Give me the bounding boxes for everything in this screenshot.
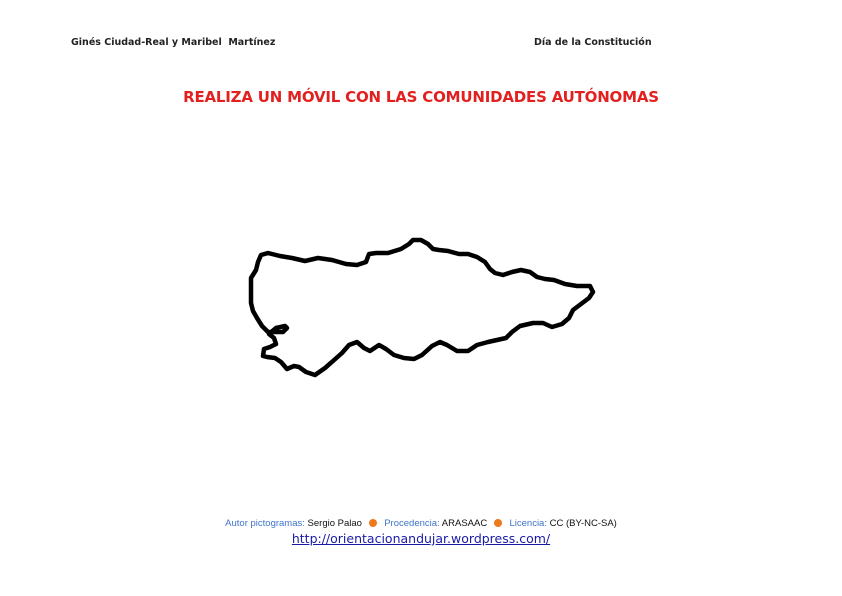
blog-link[interactable]: http://orientacionandujar.wordpress.com/: [291, 531, 551, 546]
credit-license-label: Licencia:: [509, 518, 547, 529]
credit-source-value: ARASAAC: [441, 518, 488, 529]
page-title: REALIZA UN MÓVIL CON LAS COMUNIDADES AUTÓNOMAS: [183, 88, 659, 106]
credit-source-label: Procedencia:: [384, 518, 440, 529]
header-authors: Ginés Ciudad-Real y Maribel Martínez: [71, 37, 276, 48]
header-topic: Día de la Constitución: [534, 37, 652, 48]
credit-license-value: CC (BY-NC-SA): [549, 518, 617, 529]
credit-author-label: Autor pictogramas:: [225, 518, 305, 529]
credits-line: [0, 518, 842, 529]
bullet-dot-icon: [369, 519, 377, 527]
bullet-dot-icon: [494, 519, 502, 527]
credit-author-value: Sergio Palao: [307, 518, 362, 529]
community-outline-icon: [240, 232, 604, 382]
